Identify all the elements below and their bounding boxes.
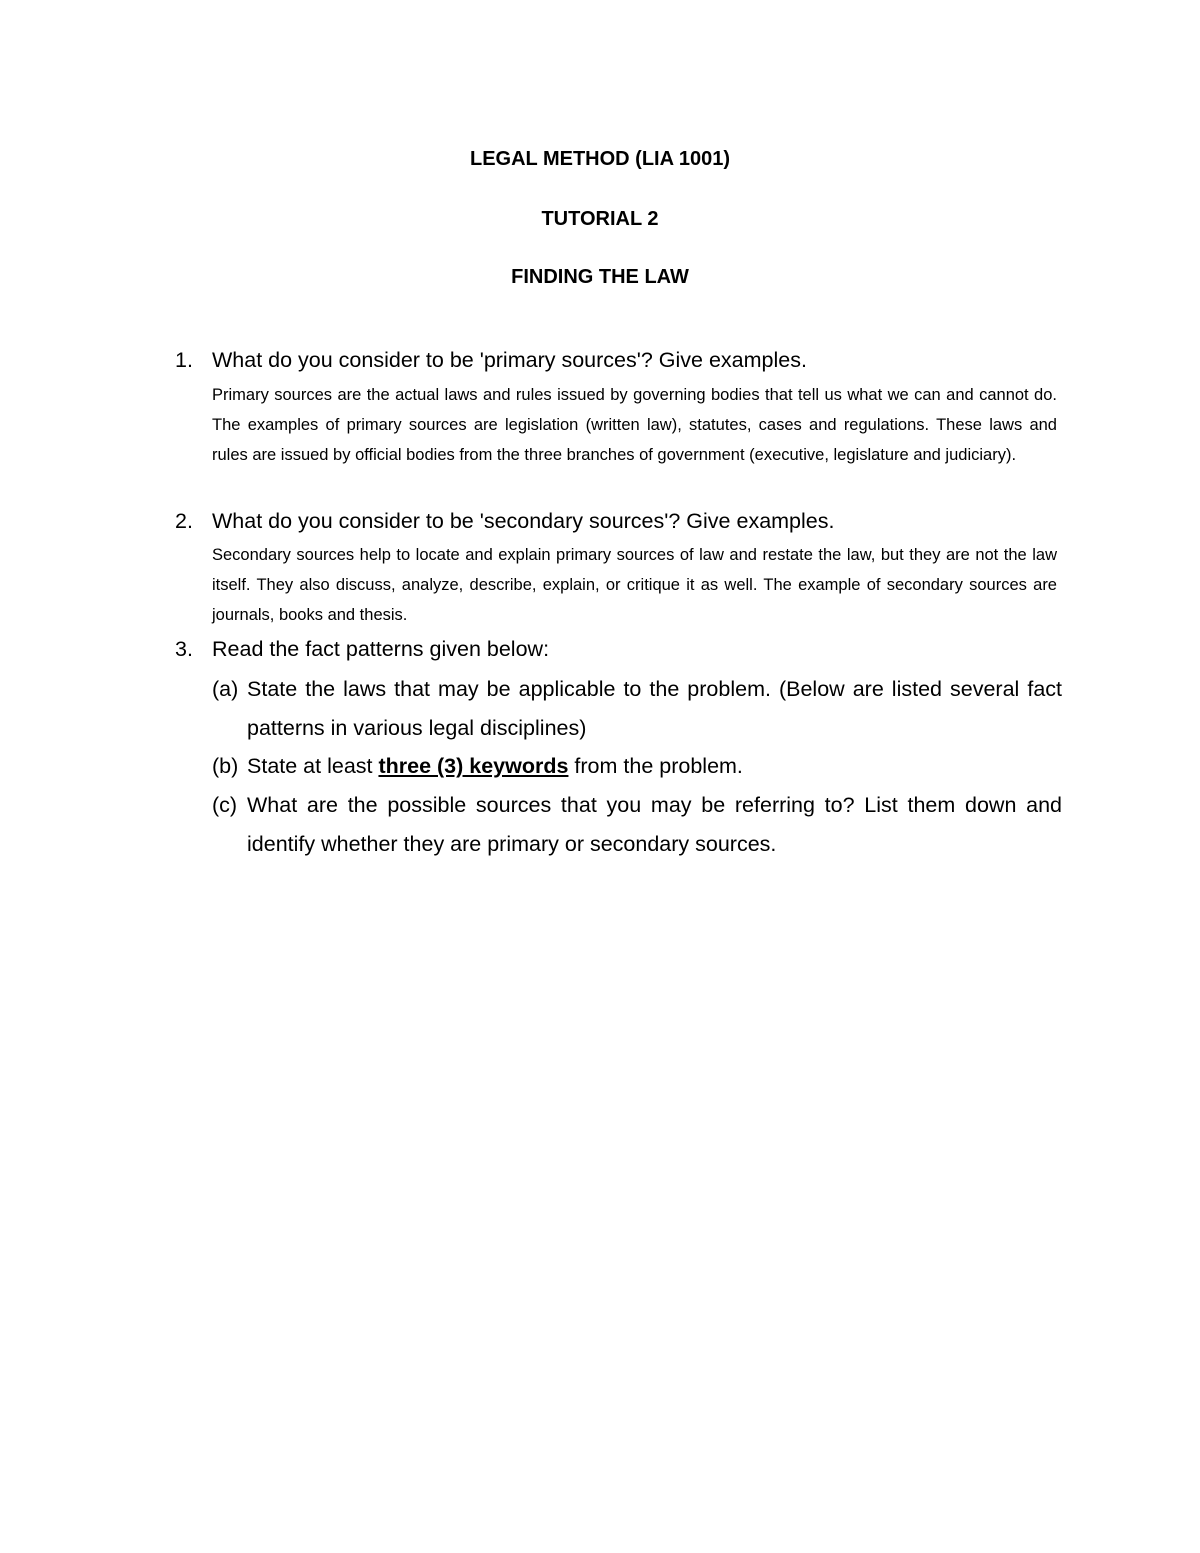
question-number: 3. — [175, 637, 193, 661]
keywords-emphasis: three (3) keywords — [378, 754, 569, 778]
question-text: Read the fact patterns given below: — [212, 637, 550, 661]
sub-item-text: What are the possible sources that you may be referring to? List them down and identify whether they are primary or secondary sources. — [247, 793, 1062, 856]
sub-item-label: (c) — [212, 793, 238, 817]
course-title: LEGAL METHOD (LIA 1001) — [469, 148, 731, 170]
sub-item-label: (a) — [212, 677, 239, 701]
answer-1: Primary sources are the actual laws and rules issued by governing bodies that tell us what we can and cannot do. The examples of primary sources are legislation (written law), statutes, cases and regulations. These laws and rules are issued by official bodies from the three branches of government (executive, legislature and judiciary). — [212, 386, 1057, 464]
sub-item-label: (b) — [212, 754, 239, 778]
question-text: What do you consider to be 'primary sources'? Give examples. — [212, 348, 807, 372]
sub-item-text: State the laws that may be applicable to the problem. (Below are listed several fact patterns in various legal disciplines) — [247, 677, 1062, 740]
question-number: 1. — [175, 348, 193, 372]
sub-item-text — [247, 747, 1062, 786]
answer-2: Secondary sources help to locate and explain primary sources of law and restate the law, but they are not the law itself. They also discuss, analyze, describe, explain, or critique it as well. The example of secondary sources are journals, books and thesis. — [212, 546, 1057, 624]
sub-item-text-before: State at least — [247, 754, 379, 778]
tutorial-title: TUTORIAL 2 — [541, 208, 659, 230]
question-text: What do you consider to be 'secondary sources'? Give examples. — [212, 509, 835, 533]
topic-title: FINDING THE LAW — [511, 266, 689, 288]
question-number: 2. — [175, 509, 193, 533]
sub-item-text-after: from the problem. — [568, 754, 743, 778]
